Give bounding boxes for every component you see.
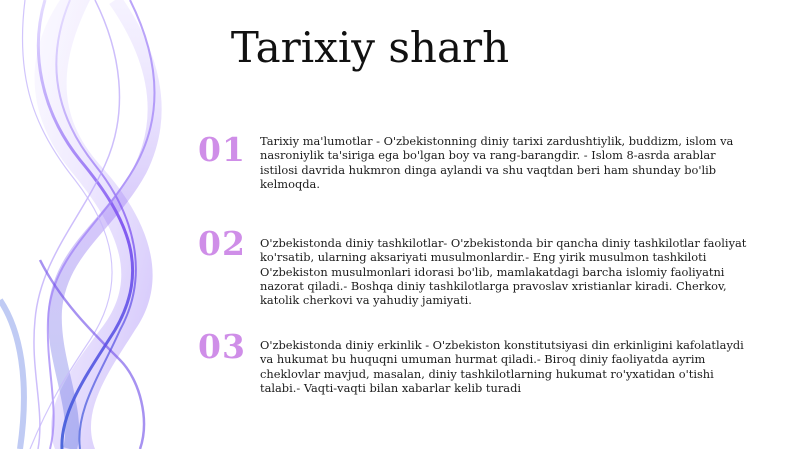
item-number: 02 bbox=[198, 224, 246, 263]
item-number: 01 bbox=[198, 130, 246, 169]
item-text: O'zbekistonda diniy erkinlik - O'zbekiston konstitutsiyasi din erkinligini kafolatlaydi va hukumat bu huquqni umuman hurmat qiladi.- Biroq diniy faoliyatda ayrim cheklovlar mavjud, masalan, diniy tashkilotlarning hukumat ro'yxatidan o'tishi talabi.- Vaqti-vaqti bilan xabarlar kelib turadi bbox=[260, 338, 744, 395]
item-text: O'zbekistonda diniy tashkilotlar- O'zbekistonda bir qancha diniy tashkilotlar faoliyat ko'rsatib, ularning aksariyati musulmonlardir.- Eng yirik musulmon tashkiloti O'zbekiston musulmonlari idorasi bo'lib, mamlakatdagi barcha islomiy faoliyatni nazorat qiladi.- Boshqa diniy tashkilotlarga pravoslav xristianlar kiradi. Cherkov, katolik cherkovi va yahudiy jamiyati. bbox=[260, 236, 747, 308]
item-text: Tarixiy ma'lumotlar - O'zbekistonning diniy tarixi zardushtiylik, buddizm, islom va nasroniylik ta'siriga ega bo'lgan boy va rang-barangdir. - Islom 8-asrda arablar istilosi davrida hukmron dinga aylandi va shu vaqtdan beri ham shunday bo'lib kelmoqda. bbox=[260, 134, 734, 191]
slide-title: Tarixiy sharh bbox=[230, 23, 510, 72]
smoke-ribbon-decoration bbox=[0, 0, 230, 449]
item-number: 03 bbox=[198, 327, 246, 366]
